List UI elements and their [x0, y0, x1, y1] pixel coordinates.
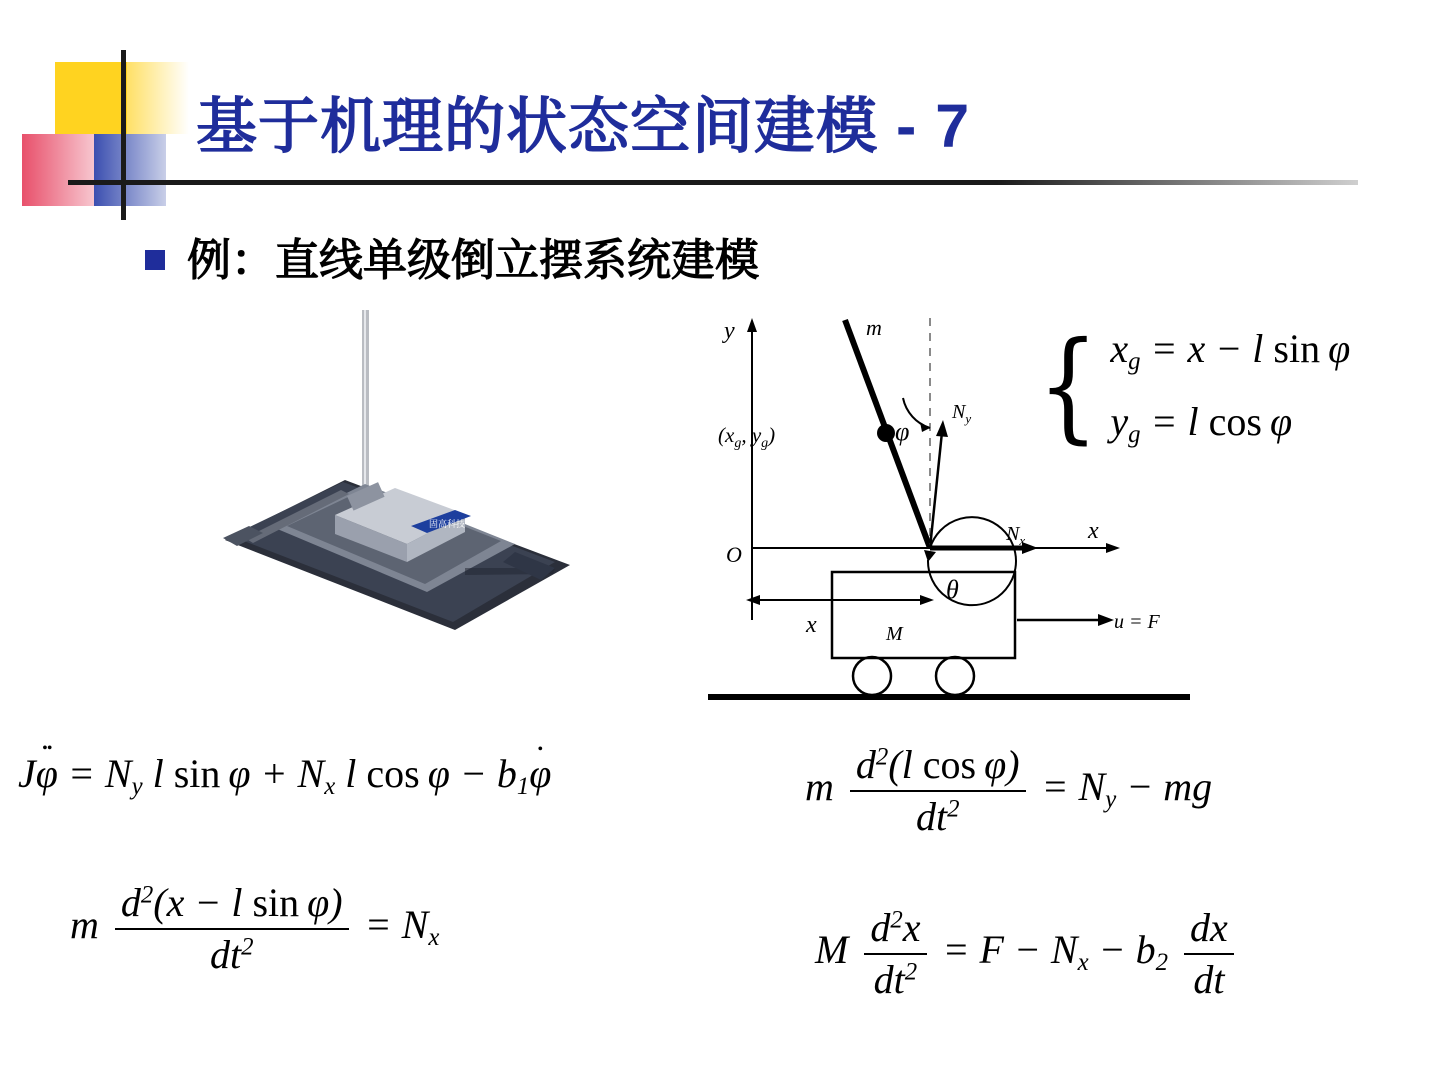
equation-xg: $x_g = x - l$ sin φ — [1110, 326, 1351, 375]
decoration-yellow-gradient — [127, 62, 189, 134]
decoration-vertical-rule — [121, 50, 126, 220]
force-nx-label: $N_x$ — [1006, 523, 1026, 548]
page-title: 基于机理的状态空间建模 - 7 — [196, 92, 971, 160]
equation-cart-motion: M $\frac{d^2x}{dt^2}$ = $F - N_x - b_2$ $\frac{dx}{dt}$ — [815, 905, 1240, 1003]
cg-coordinate-label: ($x_g$, $y_g$) — [718, 423, 776, 451]
bullet-item-label: 例：直线单级倒立摆系统建模 — [187, 236, 759, 285]
inverted-pendulum-photo — [215, 300, 615, 660]
wheel-right — [936, 657, 974, 695]
wheel-left — [853, 657, 891, 695]
pendulum-mass-label: m — [866, 315, 882, 340]
axis-origin-label: O — [726, 542, 742, 567]
equation-vertical-motion: m $\frac{d^2(l \cos \varphi)}{dt^2}$ = $N_y$ − mg — [805, 742, 1213, 839]
force-ny-label: $N_y$ — [952, 401, 972, 426]
decoration-red-square — [22, 134, 94, 206]
bullet-square-icon — [145, 250, 165, 270]
axis-label-x: x — [1088, 518, 1099, 544]
photo-brand-label: 固高科技 — [429, 519, 466, 529]
equation-torque-balance: Jφ •• = $N_y$ l $\sin \varphi + N_x$ l $\cos \varphi - b_1\varphi$ • — [18, 750, 551, 801]
decoration-yellow-square — [55, 62, 127, 134]
bullet-item — [145, 224, 759, 288]
equation-horizontal-motion-pendulum: m $\frac{d^2(x - l \sin \varphi)}{dt^2}$ = $N_x$ — [70, 880, 440, 977]
decoration-blue-square — [94, 134, 166, 206]
input-force-label: u = F — [1114, 611, 1160, 633]
angle-phi-label: φ — [895, 417, 910, 446]
center-of-gravity-dot — [877, 424, 895, 442]
left-brace-glyph: { — [1037, 316, 1099, 456]
kinematic-relations-block — [1030, 316, 1351, 456]
axis-label-y: y — [724, 318, 735, 344]
angle-theta-label: θ — [946, 575, 959, 604]
cart-mass-label: M — [886, 623, 903, 645]
equation-yg: $y_g = l$ cos φ — [1110, 398, 1293, 448]
decoration-horizontal-rule — [68, 180, 1358, 185]
displacement-x-label: x — [806, 612, 817, 638]
